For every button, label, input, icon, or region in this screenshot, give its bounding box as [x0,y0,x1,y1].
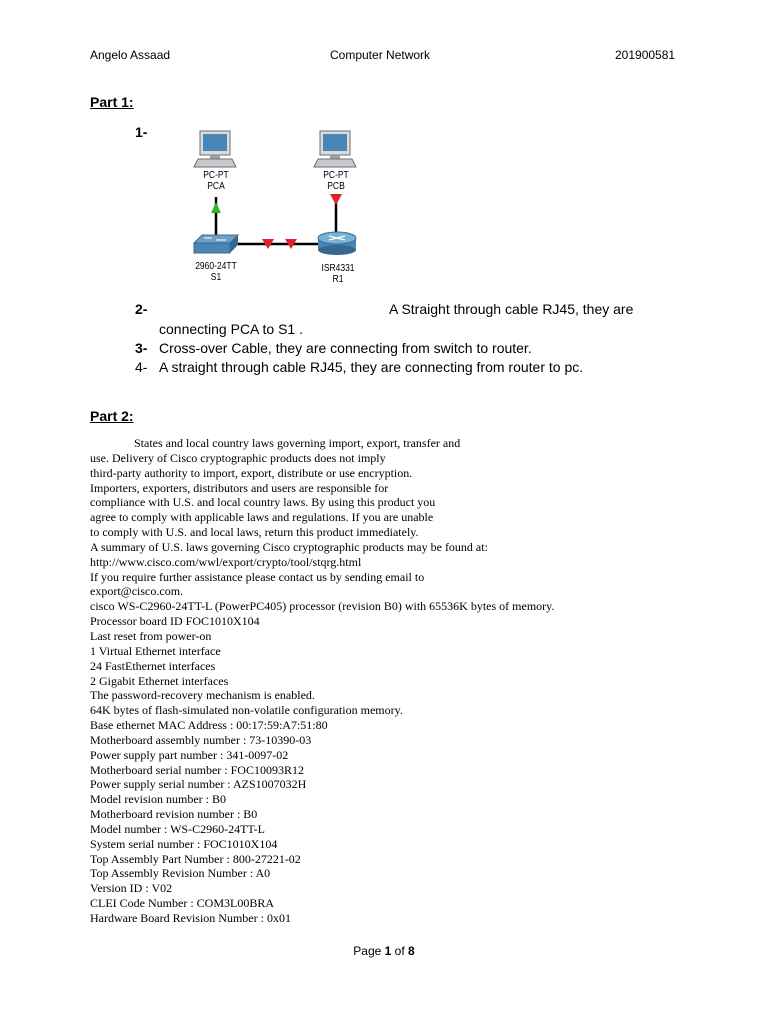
output-line: Motherboard serial number : FOC10093R12 [90,762,304,777]
output-line: http://www.cisco.com/wwl/export/crypto/tool/stqrg.html [90,554,362,569]
router-label-model: ISR4331 [321,263,355,274]
output-line: 1 Virtual Ethernet interface [90,643,221,658]
output-line: Top Assembly Revision Number : A0 [90,866,271,881]
footer-page-current: 1 [384,944,392,958]
output-line: use. Delivery of Cisco cryptographic products does not imply [90,450,386,465]
output-line: 2 Gigabit Ethernet interfaces [90,673,229,688]
output-line: Motherboard revision number : B0 [90,807,258,822]
output-line: CLEI Code Number : COM3L00BRA [90,896,274,911]
output-line: cisco WS-C2960-24TT-L (PowerPC405) processor (revision B0) with 65536K bytes of memory. [90,599,555,614]
output-line: If you require further assistance please contact us by sending email to [90,569,425,584]
footer-page-total: 8 [408,944,415,958]
output-line: Power supply part number : 341-0097-02 [90,747,289,762]
question-3-number: 3- [135,340,148,356]
question-2-text-line1: A Straight through cable RJ45, they are [389,301,634,317]
output-line: Version ID : V02 [90,881,173,896]
output-line: Base ethernet MAC Address : 00:17:59:A7:51:80 [90,718,328,733]
output-line: 24 FastEthernet interfaces [90,658,216,673]
output-line: The password-recovery mechanism is enabled. [90,688,315,703]
pcb-label-type: PC-PT [323,170,349,181]
output-line: Model revision number : B0 [90,792,226,807]
switch-label-name: S1 [210,272,222,283]
switch-label [191,261,242,283]
switch-show-version-output [90,436,554,926]
header-student-id: 201900581 [615,48,676,62]
link-down-indicator-pcb [330,194,342,205]
question-2-number: 2- [135,301,148,317]
output-line: Last reset from power-on [90,628,212,643]
pc-icon-pca [194,131,236,167]
part2-heading: Part 2: [90,408,134,424]
output-line: compliance with U.S. and local country laws. By using this product you [90,495,436,510]
question-4-text: A straight through cable RJ45, they are connecting from router to pc. [159,359,584,375]
part1-heading: Part 1: [90,94,134,110]
question-1-number: 1- [135,124,148,140]
footer-of-word: of [394,944,405,958]
link-up-indicator [211,202,221,213]
header-author: Angelo Assaad [90,48,171,62]
pcb-label [319,170,353,192]
router-icon-r1 [318,232,356,255]
output-line: System serial number : FOC1010X104 [90,836,278,851]
output-line: to comply with U.S. and local laws, return this product immediately. [90,525,419,540]
output-line: Importers, exporters, distributors and users are responsible for [90,480,389,495]
pca-label-name: PCA [207,181,225,192]
output-line: Power supply serial number : AZS1007032H [90,777,307,792]
output-line: Model number : WS-C2960-24TT-L [90,821,265,836]
question-2-text-line2: connecting PCA to S1 . [159,321,303,337]
footer-page-word: Page [353,944,382,958]
output-line: agree to comply with applicable laws and regulations. If you are unable [90,510,434,525]
output-line: third-party authority to import, export, distribute or use encryption. [90,465,413,480]
switch-label-model: 2960-24TT [195,261,237,272]
output-line: A summary of U.S. laws governing Cisco cryptographic products may be found at: [90,539,488,554]
pc-icon-pcb [314,131,356,167]
network-diagram [180,125,380,290]
header-course: Computer Network [330,48,431,62]
output-line: Top Assembly Part Number : 800-27221-02 [90,851,301,866]
output-line: 64K bytes of flash-simulated non-volatile configuration memory. [90,703,403,718]
pca-label [199,170,233,192]
output-line: export@cisco.com. [90,584,184,599]
output-line: Motherboard assembly number : 73-10390-03 [90,732,312,747]
output-line: States and local country laws governing import, export, transfer and [134,436,461,450]
page-footer [0,944,768,958]
router-label-name: R1 [332,274,344,285]
pca-label-type: PC-PT [203,170,229,181]
router-label [313,263,364,285]
switch-icon-s1 [194,235,238,253]
output-line: Hardware Board Revision Number : 0x01 [90,911,291,925]
pcb-label-name: PCB [327,181,345,192]
question-3-text: Cross-over Cable, they are connecting from switch to router. [159,340,532,356]
output-line: Processor board ID FOC1010X104 [90,614,260,629]
question-4-number: 4- [135,359,148,375]
